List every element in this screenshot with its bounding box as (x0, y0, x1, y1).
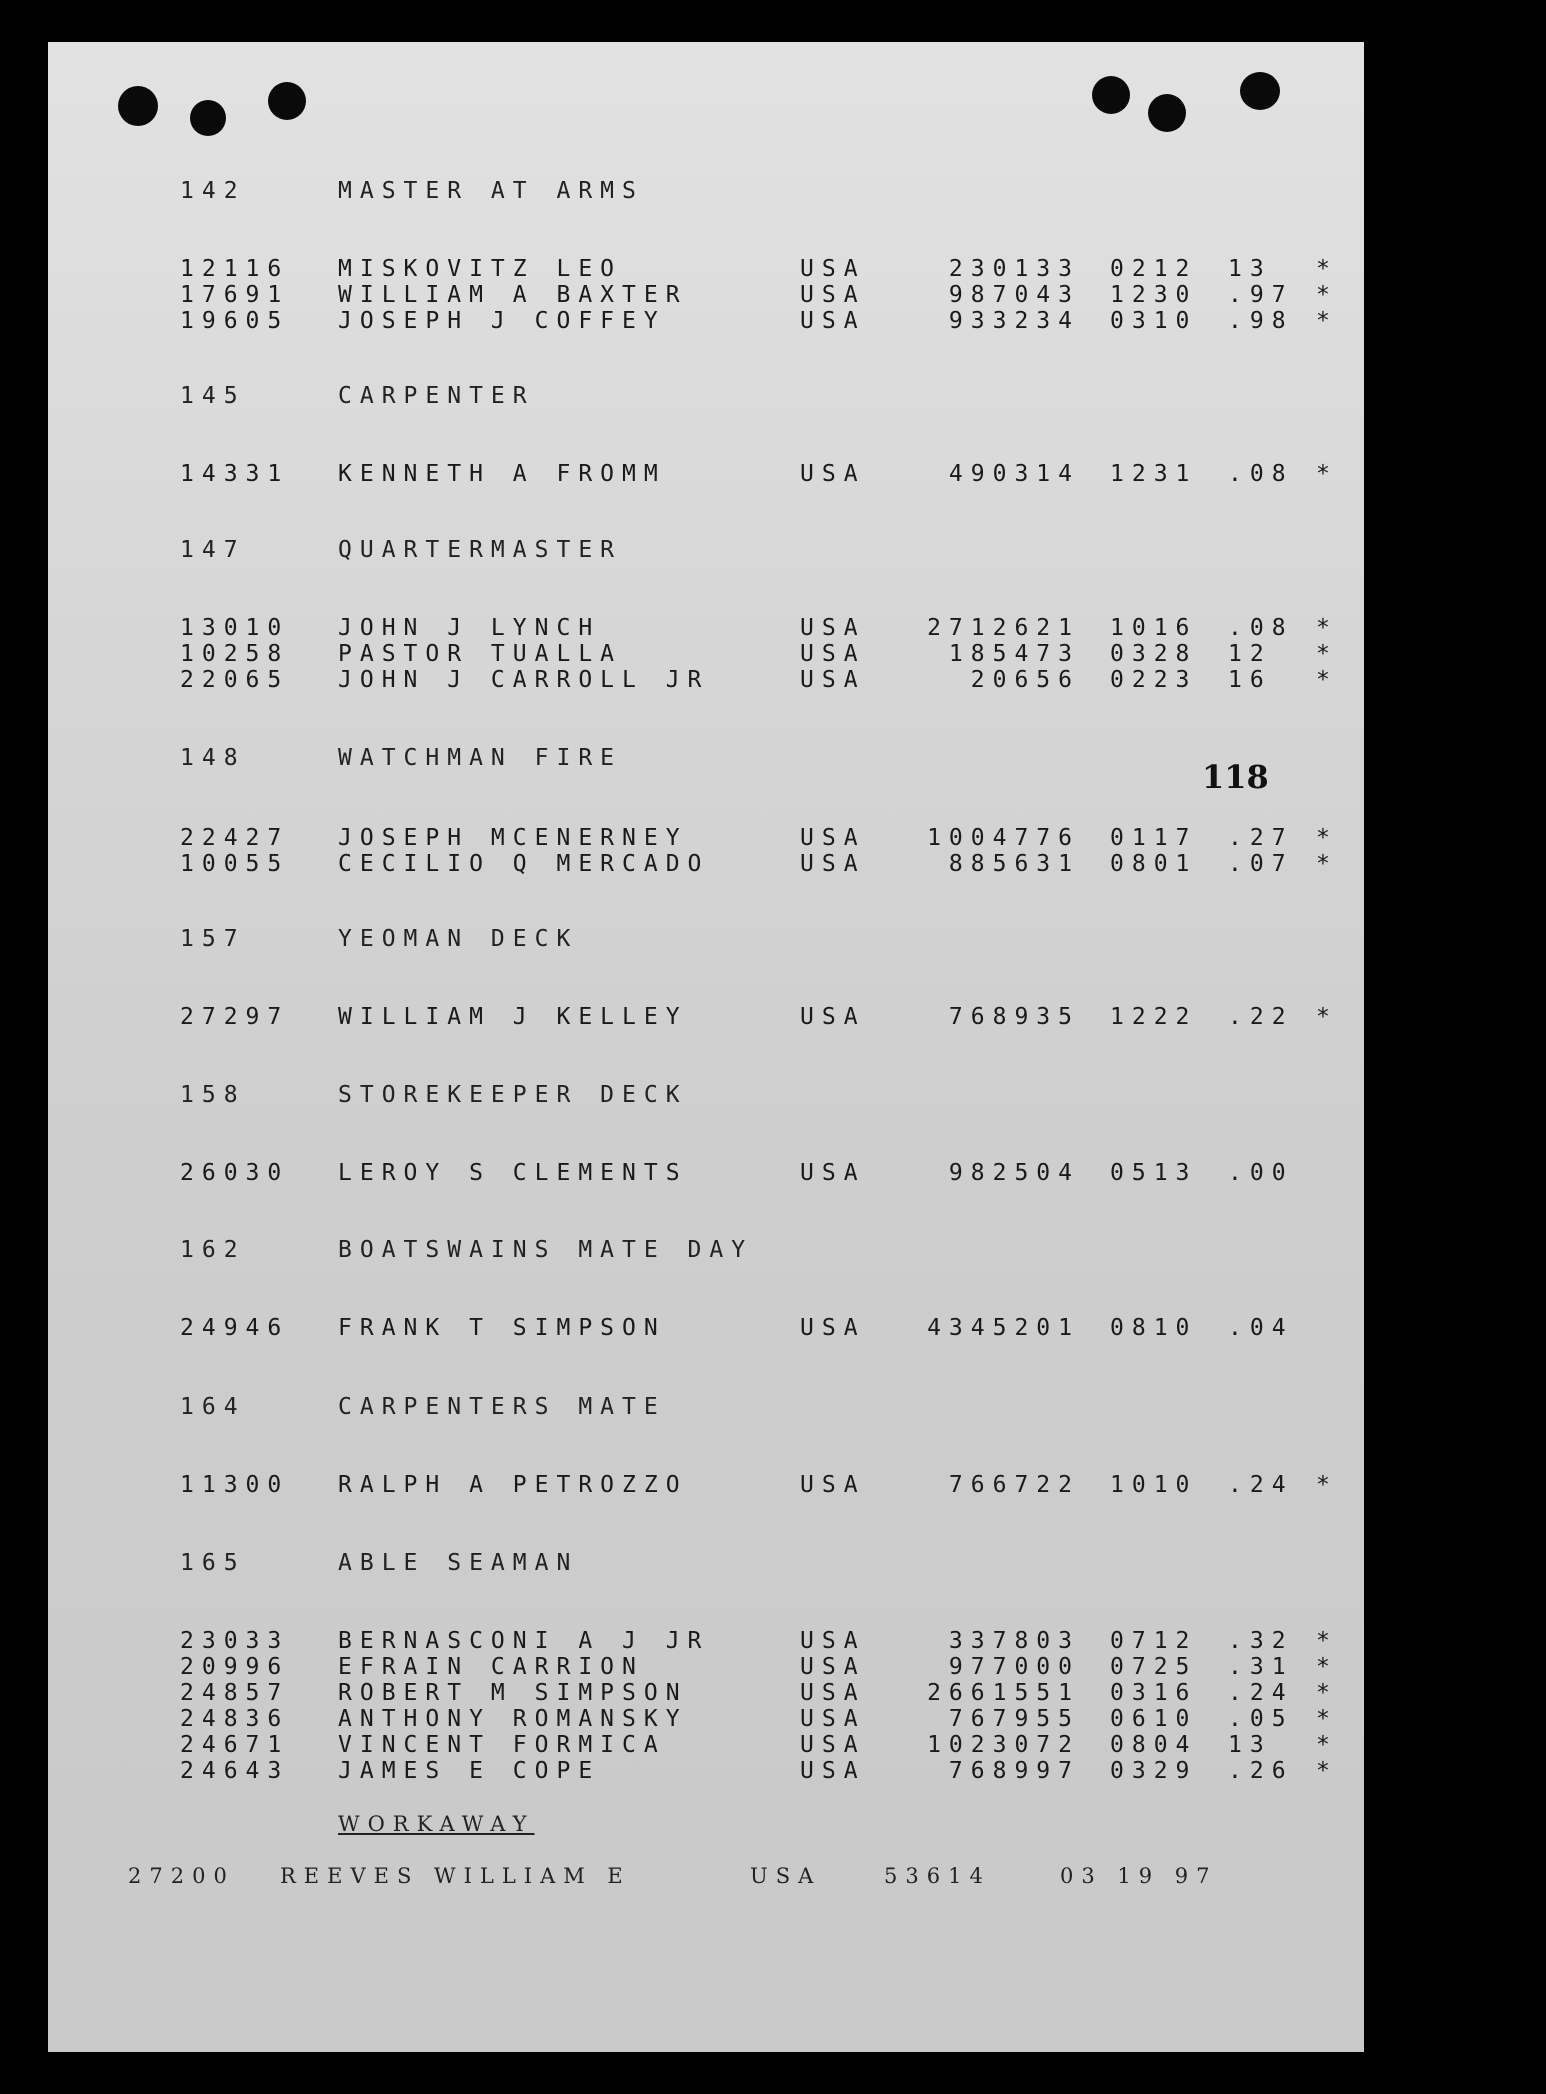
document-number: 185473 (948, 641, 1080, 667)
value: .00 (1228, 1160, 1294, 1186)
crew-number: 20996 (180, 1654, 290, 1680)
nationality: USA (800, 256, 866, 282)
document-number: 2661551 (927, 1680, 1080, 1706)
nationality: USA (800, 1680, 866, 1706)
crew-name: CECILIO Q MERCADO (338, 851, 710, 877)
crew-name: EFRAIN CARRION (338, 1654, 644, 1680)
section-code: 164 (180, 1394, 246, 1420)
date-code: 1222 (1110, 1004, 1198, 1030)
punch-hole (1240, 72, 1280, 110)
document-number: 20656 (970, 667, 1080, 693)
nationality: USA (800, 1472, 866, 1498)
nationality: USA (800, 1732, 866, 1758)
asterisk-mark: * (1316, 1654, 1338, 1680)
nationality: USA (800, 1758, 866, 1784)
section-title: QUARTERMASTER (338, 537, 623, 563)
nationality: USA (800, 1628, 866, 1654)
asterisk-mark: * (1316, 667, 1338, 693)
section-code: 145 (180, 383, 246, 409)
document-number: 977000 (948, 1654, 1080, 1680)
workaway-date: 03 19 97 (1060, 1864, 1218, 1888)
document-number: 4345201 (927, 1315, 1080, 1341)
section-title: BOATSWAINS MATE DAY (338, 1237, 754, 1263)
workaway-name: REEVES WILLIAM E (280, 1864, 631, 1888)
value: .24 (1228, 1680, 1294, 1706)
crew-number: 13010 (180, 615, 290, 641)
date-code: 0316 (1110, 1680, 1198, 1706)
crew-number: 19605 (180, 308, 290, 334)
crew-name: BERNASCONI A J JR (338, 1628, 710, 1654)
nationality: USA (800, 667, 866, 693)
value: 13 (1228, 1732, 1272, 1758)
crew-name: PASTOR TUALLA (338, 641, 623, 667)
date-code: 0328 (1110, 641, 1198, 667)
nationality: USA (800, 308, 866, 334)
asterisk-mark: * (1316, 1706, 1338, 1732)
document-number: 982504 (948, 1160, 1080, 1186)
crew-number: 22427 (180, 825, 290, 851)
crew-number: 24643 (180, 1758, 290, 1784)
value: 16 (1228, 667, 1272, 693)
crew-name: JOSEPH MCENERNEY (338, 825, 688, 851)
document-number: 885631 (948, 851, 1080, 877)
section-code: 148 (180, 745, 246, 771)
document-number: 767955 (948, 1706, 1080, 1732)
crew-name: JOSEPH J COFFEY (338, 308, 666, 334)
value: 12 (1228, 641, 1272, 667)
section-code: 165 (180, 1550, 246, 1576)
punch-hole (118, 86, 158, 126)
value: .31 (1228, 1654, 1294, 1680)
nationality: USA (800, 282, 866, 308)
value: .04 (1228, 1315, 1294, 1341)
crew-number: 10258 (180, 641, 290, 667)
document-number: 1004776 (927, 825, 1080, 851)
document-number: 230133 (948, 256, 1080, 282)
crew-name: JOHN J CARROLL JR (338, 667, 710, 693)
document-number: 987043 (948, 282, 1080, 308)
asterisk-mark: * (1316, 1758, 1338, 1784)
nationality: USA (800, 641, 866, 667)
section-title: MASTER AT ARMS (338, 178, 644, 204)
document-number: 337803 (948, 1628, 1080, 1654)
nationality: USA (800, 851, 866, 877)
section-title: ABLE SEAMAN (338, 1550, 579, 1576)
asterisk-mark: * (1316, 641, 1338, 667)
section-code: 157 (180, 926, 246, 952)
crew-name: WILLIAM A BAXTER (338, 282, 688, 308)
crew-name: MISKOVITZ LEO (338, 256, 623, 282)
workaway-id: 53614 (884, 1864, 991, 1888)
crew-number: 22065 (180, 667, 290, 693)
workaway-nationality: USA (750, 1864, 822, 1888)
crew-name: WILLIAM J KELLEY (338, 1004, 688, 1030)
section-code: 162 (180, 1237, 246, 1263)
value: .24 (1228, 1472, 1294, 1498)
asterisk-mark: * (1316, 282, 1338, 308)
nationality: USA (800, 1160, 866, 1186)
section-title: STOREKEEPER DECK (338, 1082, 688, 1108)
nationality: USA (800, 1706, 866, 1732)
punch-hole (190, 100, 226, 136)
crew-number: 24946 (180, 1315, 290, 1341)
crew-number: 23033 (180, 1628, 290, 1654)
punch-hole (268, 82, 306, 120)
value: .27 (1228, 825, 1294, 851)
date-code: 0725 (1110, 1654, 1198, 1680)
crew-name: JOHN J LYNCH (338, 615, 601, 641)
workaway-row (48, 1864, 1218, 1892)
asterisk-mark: * (1316, 615, 1338, 641)
nationality: USA (800, 1004, 866, 1030)
date-code: 1231 (1110, 461, 1198, 487)
value: 13 (1228, 256, 1272, 282)
value: .26 (1228, 1758, 1294, 1784)
crew-number: 24836 (180, 1706, 290, 1732)
section-title: YEOMAN DECK (338, 926, 579, 952)
asterisk-mark: * (1316, 308, 1338, 334)
value: .32 (1228, 1628, 1294, 1654)
crew-number: 27297 (180, 1004, 290, 1030)
value: .22 (1228, 1004, 1294, 1030)
document-number: 768997 (948, 1758, 1080, 1784)
date-code: 1230 (1110, 282, 1198, 308)
crew-name: VINCENT FORMICA (338, 1732, 666, 1758)
date-code: 0223 (1110, 667, 1198, 693)
nationality: USA (800, 1315, 866, 1341)
crew-number: 12116 (180, 256, 290, 282)
section-code: 147 (180, 537, 246, 563)
asterisk-mark: * (1316, 1628, 1338, 1654)
asterisk-mark: * (1316, 851, 1338, 877)
document-number: 766722 (948, 1472, 1080, 1498)
nationality: USA (800, 615, 866, 641)
workaway-heading-row (48, 1812, 535, 1840)
crew-name: RALPH A PETROZZO (338, 1472, 688, 1498)
asterisk-mark: * (1316, 1004, 1338, 1030)
asterisk-mark: * (1316, 461, 1338, 487)
section-title: CARPENTERS MATE (338, 1394, 666, 1420)
document-number: 490314 (948, 461, 1080, 487)
date-code: 1016 (1110, 615, 1198, 641)
date-code: 0801 (1110, 851, 1198, 877)
crew-name: ANTHONY ROMANSKY (338, 1706, 688, 1732)
date-code: 0513 (1110, 1160, 1198, 1186)
punch-hole (1092, 76, 1130, 114)
nationality: USA (800, 825, 866, 851)
document-number: 2712621 (927, 615, 1080, 641)
asterisk-mark: * (1316, 1732, 1338, 1758)
value: .07 (1228, 851, 1294, 877)
asterisk-mark: * (1316, 1680, 1338, 1706)
asterisk-mark: * (1316, 1472, 1338, 1498)
date-code: 0804 (1110, 1732, 1198, 1758)
asterisk-mark: * (1316, 825, 1338, 851)
date-code: 0610 (1110, 1706, 1198, 1732)
crew-number: 24857 (180, 1680, 290, 1706)
value: .08 (1228, 461, 1294, 487)
workaway-number: 27200 (128, 1864, 235, 1888)
nationality: USA (800, 461, 866, 487)
crew-name: JAMES E COPE (338, 1758, 601, 1784)
value: .97 (1228, 282, 1294, 308)
punch-hole (1148, 94, 1186, 132)
value: .98 (1228, 308, 1294, 334)
crew-name: KENNETH A FROMM (338, 461, 666, 487)
date-code: 0712 (1110, 1628, 1198, 1654)
section-title: WATCHMAN FIRE (338, 745, 623, 771)
value: .05 (1228, 1706, 1294, 1732)
crew-number: 10055 (180, 851, 290, 877)
document-page (48, 42, 1364, 2052)
date-code: 0329 (1110, 1758, 1198, 1784)
date-code: 0310 (1110, 308, 1198, 334)
crew-name: LEROY S CLEMENTS (338, 1160, 688, 1186)
page-number: 118 (1202, 758, 1269, 796)
date-code: 0212 (1110, 256, 1198, 282)
crew-number: 14331 (180, 461, 290, 487)
crew-number: 26030 (180, 1160, 290, 1186)
crew-number: 11300 (180, 1472, 290, 1498)
crew-name: FRANK T SIMPSON (338, 1315, 666, 1341)
nationality: USA (800, 1654, 866, 1680)
workaway-heading: WORKAWAY (338, 1812, 535, 1836)
crew-number: 17691 (180, 282, 290, 308)
crew-name: ROBERT M SIMPSON (338, 1680, 688, 1706)
document-number: 768935 (948, 1004, 1080, 1030)
asterisk-mark: * (1316, 256, 1338, 282)
section-code: 158 (180, 1082, 246, 1108)
document-number: 1023072 (927, 1732, 1080, 1758)
section-title: CARPENTER (338, 383, 535, 409)
section-code: 142 (180, 178, 246, 204)
crew-number: 24671 (180, 1732, 290, 1758)
date-code: 1010 (1110, 1472, 1198, 1498)
value: .08 (1228, 615, 1294, 641)
date-code: 0810 (1110, 1315, 1198, 1341)
date-code: 0117 (1110, 825, 1198, 851)
document-number: 933234 (948, 308, 1080, 334)
